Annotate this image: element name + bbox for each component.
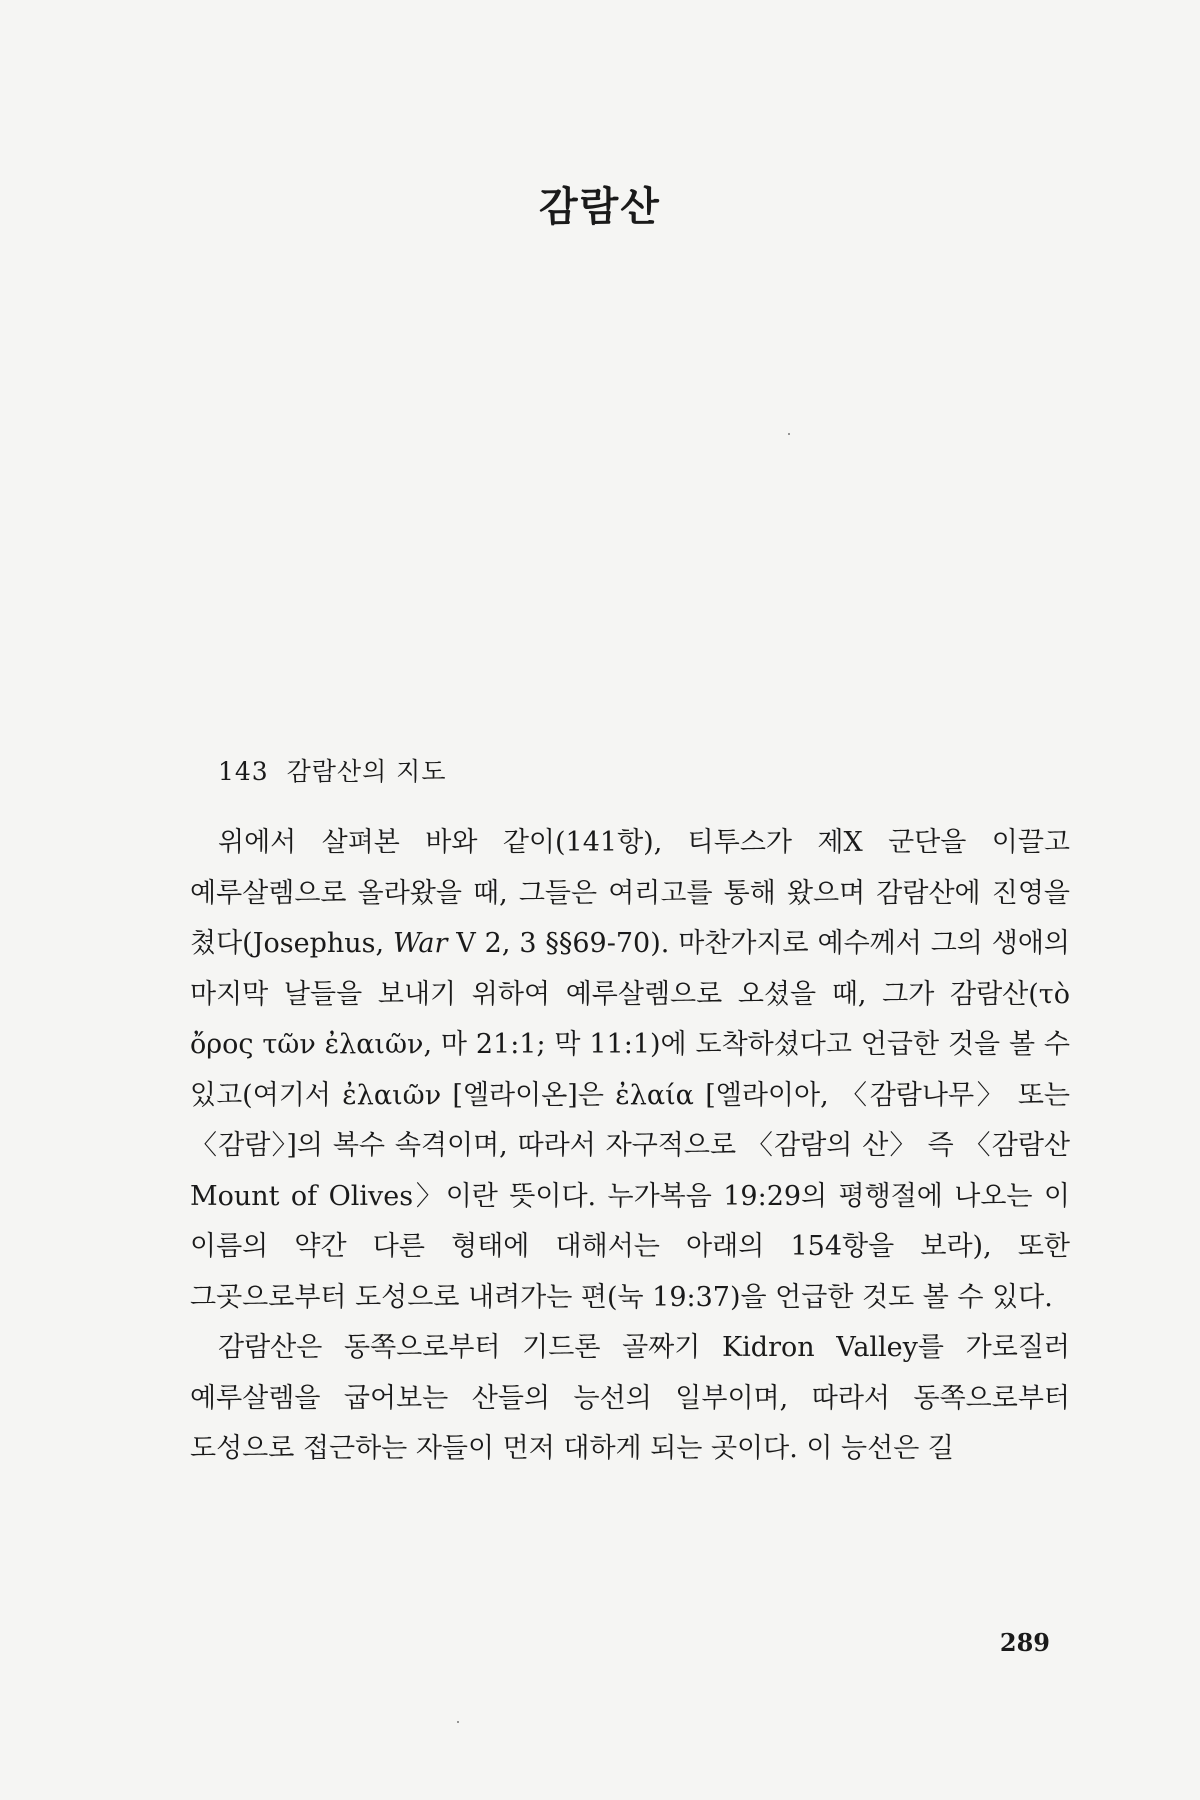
paragraph-1: 위에서 살펴본 바와 같이(141항), 티투스가 제X 군단을 이끌고 예루살렘으로 올라왔을 때, 그들은 여리고를 통해 왔으며 감람산에 진영을 쳤다(Josephus, War V 2, 3 §§69-70). 마찬가지로 예수께서 그의 생애의 마지막 날들을 보내기 위하여 예루살렘으로 오셨을 때, 그가 감람산(τὸ ὄρος τῶν ἐλαιῶν, 마 21:1; 막 11:1)에 도착하셨다고 언급한 것을 볼 수 있고(여기서 ἐλαιῶν [엘라이온]은 ἐλαία [엘라이아, 〈감람나무〉 또는 〈감람〉]의 복수 속격이며, 따라서 자구적으로 〈감람의 산〉 즉 〈감람산 Mount of Olives〉이란 뜻이다. 누가복음 19:29의 평행절에 나오는 이 이름의 약간 다른 형태에 대해서는 아래의 154항을 보라), 또한 그곳으로부터 도성으로 내려가는 편(눅 19:37)을 언급한 것도 볼 수 있다. — [190, 827, 1070, 1313]
page-number: 289 — [999, 1628, 1050, 1657]
war-title-italic: War — [393, 928, 448, 959]
section-title: 감람산의 지도 — [286, 757, 447, 786]
scan-speck — [457, 1721, 459, 1723]
scan-speck — [788, 433, 790, 435]
paragraph-2: 감람산은 동쪽으로부터 기드론 골짜기 Kidron Valley를 가로질러 예루살렘을 굽어보는 산들의 능선의 일부이며, 따라서 동쪽으로부터 도성으로 접근하는 자들이 먼저 대하게 되는 곳이다. 이 능선은 길 — [190, 1332, 1070, 1464]
section-number: 143 — [218, 757, 269, 786]
section-heading — [218, 752, 446, 788]
chapter-title: 감람산 — [539, 183, 661, 230]
body-text — [190, 818, 1070, 1475]
